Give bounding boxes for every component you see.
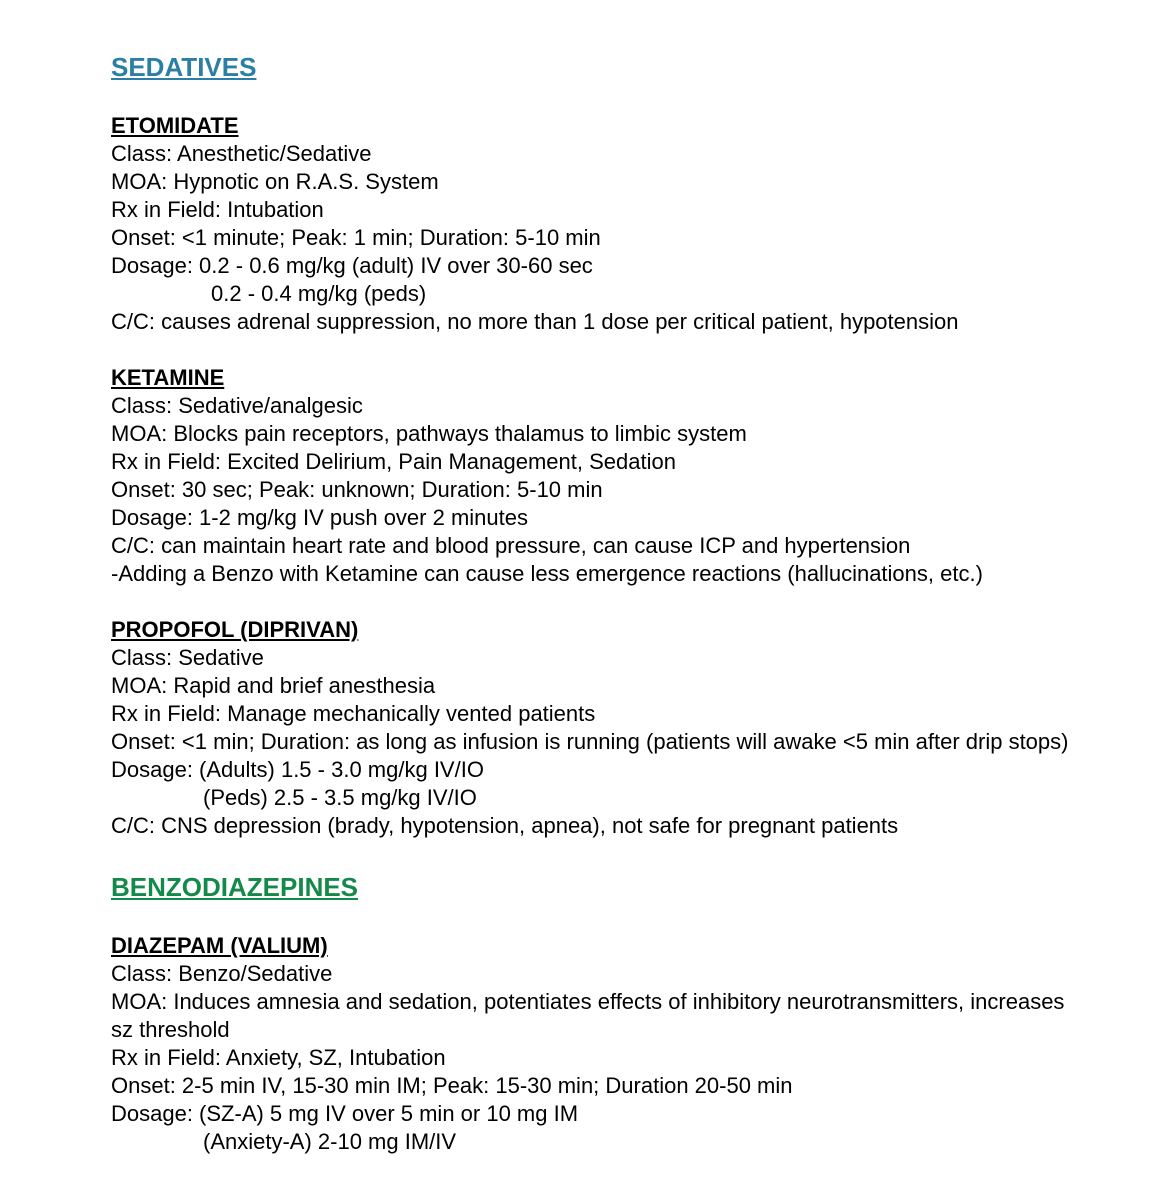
section-title-sedatives: SEDATIVES	[111, 52, 257, 82]
drug-moa: MOA: Rapid and brief anesthesia	[111, 673, 436, 698]
drug-dosage-continued: (Peds) 2.5 - 3.5 mg/kg IV/IO	[203, 785, 477, 810]
drug-dosage: Dosage: 1-2 mg/kg IV push over 2 minutes	[111, 505, 528, 530]
drug-dosage: Dosage: 0.2 - 0.6 mg/kg (adult) IV over 30-60 sec	[111, 253, 593, 278]
drug-entry-diazepam	[111, 932, 1071, 1156]
drug-entry-propofol	[111, 616, 1071, 840]
drug-contraindications: C/C: can maintain heart rate and blood pressure, can cause ICP and hypertension	[111, 533, 911, 558]
drug-onset: Onset: 30 sec; Peak: unknown; Duration: 5-10 min	[111, 477, 603, 502]
drug-class: Class: Benzo/Sedative	[111, 961, 333, 986]
drug-rx: Rx in Field: Excited Delirium, Pain Management, Sedation	[111, 449, 676, 474]
drug-entry-etomidate	[111, 112, 1071, 336]
drug-moa: MOA: Induces amnesia and sedation, potentiates effects of inhibitory neurotransmitters, increases sz threshold	[111, 989, 1071, 1042]
drug-note: -Adding a Benzo with Ketamine can cause less emergence reactions (hallucinations, etc.)	[111, 561, 983, 586]
drug-dosage-continued: 0.2 - 0.4 mg/kg (peds)	[211, 281, 427, 306]
drug-dosage: Dosage: (Adults) 1.5 - 3.0 mg/kg IV/IO	[111, 757, 484, 782]
document-page	[111, 50, 1071, 1156]
drug-moa: MOA: Blocks pain receptors, pathways thalamus to limbic system	[111, 421, 747, 446]
drug-rx: Rx in Field: Anxiety, SZ, Intubation	[111, 1045, 446, 1070]
drug-onset: Onset: 2-5 min IV, 15-30 min IM; Peak: 15-30 min; Duration 20-50 min	[111, 1073, 793, 1098]
drug-rx: Rx in Field: Intubation	[111, 197, 324, 222]
drug-moa: MOA: Hypnotic on R.A.S. System	[111, 169, 439, 194]
drug-dosage: Dosage: (SZ-A) 5 mg IV over 5 min or 10 mg IM	[111, 1101, 579, 1126]
drug-class: Class: Anesthetic/Sedative	[111, 141, 372, 166]
drug-onset: Onset: <1 minute; Peak: 1 min; Duration: 5-10 min	[111, 225, 601, 250]
drug-entry-ketamine	[111, 364, 1071, 588]
drug-rx: Rx in Field: Manage mechanically vented patients	[111, 701, 596, 726]
drug-class: Class: Sedative	[111, 645, 264, 670]
drug-onset: Onset: <1 min; Duration: as long as infusion is running (patients will awake <5 min after drip stops)	[111, 729, 1069, 754]
section-title-benzodiazepines: BENZODIAZEPINES	[111, 872, 359, 902]
drug-name: PROPOFOL (DIPRIVAN)	[111, 617, 359, 642]
drug-contraindications: C/C: CNS depression (brady, hypotension, apnea), not safe for pregnant patients	[111, 813, 899, 838]
drug-name: DIAZEPAM (VALIUM)	[111, 933, 328, 958]
drug-name: KETAMINE	[111, 365, 225, 390]
drug-name: ETOMIDATE	[111, 113, 239, 138]
drug-contraindications: C/C: causes adrenal suppression, no more than 1 dose per critical patient, hypotension	[111, 309, 959, 334]
drug-class: Class: Sedative/analgesic	[111, 393, 363, 418]
drug-dosage-continued: (Anxiety-A) 2-10 mg IM/IV	[203, 1129, 457, 1154]
